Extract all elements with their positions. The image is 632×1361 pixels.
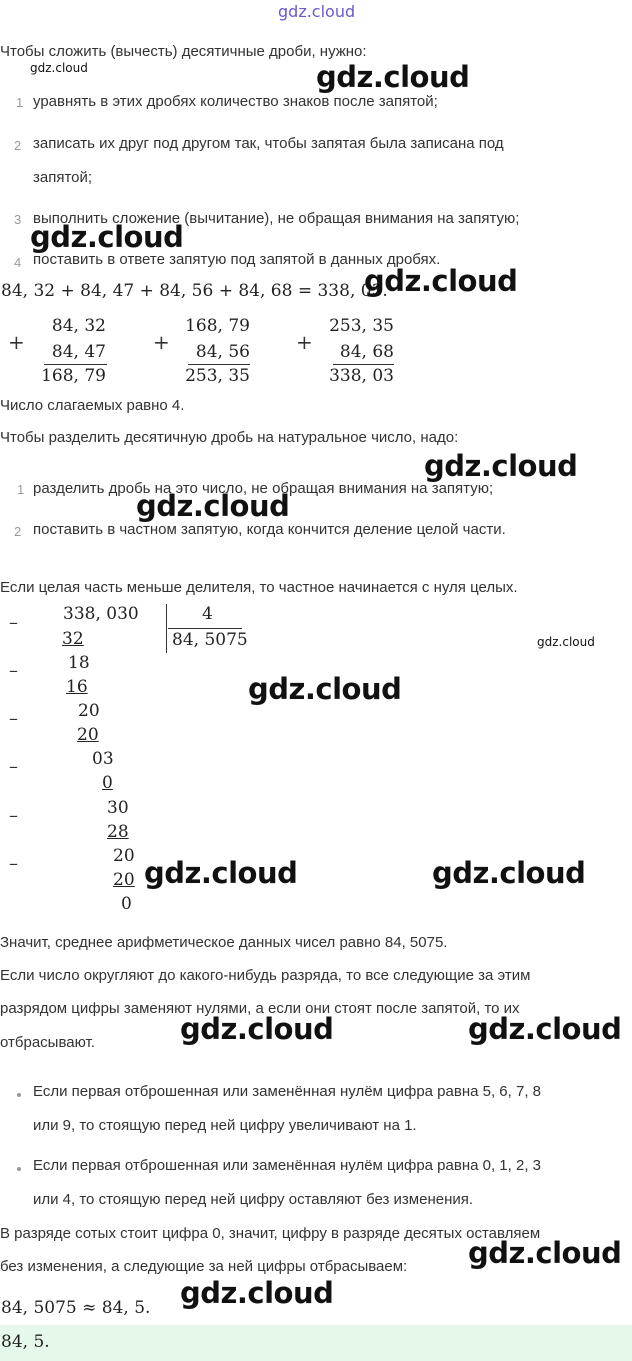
watermark-12: gdz.cloud: [180, 1276, 334, 1310]
watermark-2: gdz.cloud: [30, 220, 184, 254]
dividend: 338, 030: [63, 604, 139, 624]
watermark-small-2: gdz.cloud: [537, 635, 595, 649]
division-row: 32: [62, 629, 84, 649]
bullet-text: Если первая отброшенная или заменённая нулём цифра равна 0, 1, 2, 3: [33, 1157, 542, 1174]
bullet-dot: [17, 1093, 21, 1097]
addend-b: 84, 56: [195, 342, 250, 362]
watermark-10: gdz.cloud: [468, 1012, 622, 1046]
plus-sign: +: [153, 330, 170, 354]
answer-box: [0, 1325, 632, 1361]
watermark-9: gdz.cloud: [180, 1012, 334, 1046]
watermark-6: gdz.cloud: [248, 672, 402, 706]
plus-sign: +: [8, 330, 25, 354]
approx-statement: 84, 5075 ≈ 84, 5.: [1, 1298, 151, 1318]
division-row: 28: [107, 822, 129, 842]
addend-a: 253, 35: [329, 316, 394, 336]
minus-sign: –: [9, 708, 18, 729]
digit-line: В разряде сотых стоит цифра 0, значит, цифру в разряде десятых оставляем: [0, 1225, 541, 1242]
sum-equation: 84, 32 + 84, 47 + 84, 56 + 84, 68 = 338, 03.: [1, 281, 388, 301]
watermark-8: gdz.cloud: [432, 856, 586, 890]
watermark-3: gdz.cloud: [364, 264, 518, 298]
intro-division: Чтобы разделить десятичную дробь на натуральное число, надо:: [0, 429, 459, 446]
watermark-1: gdz.cloud: [316, 60, 470, 94]
division-row: 0: [121, 894, 132, 914]
step-number: 4: [14, 255, 22, 270]
step-text: поставить в ответе запятую под запятой в данных дробях.: [33, 251, 441, 268]
minus-sign: –: [9, 660, 18, 681]
division-row: 20: [77, 725, 99, 745]
minus-sign: –: [9, 805, 18, 826]
step-text: запятой;: [33, 169, 93, 186]
rule-line: Если число округляют до какого-нибудь разряда, то все следующие за этим: [0, 967, 531, 984]
watermark-4: gdz.cloud: [424, 449, 578, 483]
sum-result: 338, 03: [329, 366, 394, 386]
step-text: разделить дробь на это число, не обращая внимания на запятую;: [33, 480, 494, 497]
addend-a: 84, 32: [51, 316, 106, 336]
sum-result: 253, 35: [185, 366, 250, 386]
watermark-top: gdz.cloud: [278, 2, 356, 21]
rule-line: отбрасывают.: [0, 1034, 95, 1051]
divisor: 4: [202, 604, 213, 624]
bullet-text: или 4, то стоящую перед ней цифру оставляют без изменения.: [33, 1191, 474, 1208]
step-number: 2: [14, 138, 22, 153]
rule-line: разрядом цифры заменяют нулями, а если они стоят после запятой, то их: [0, 1000, 520, 1017]
division-row: 20: [113, 846, 135, 866]
division-row: 0: [102, 773, 113, 793]
step-number: 2: [14, 524, 22, 539]
step-text: выполнить сложение (вычитание), не обращая внимания на запятую;: [33, 210, 520, 227]
division-row: 20: [78, 701, 100, 721]
mean-statement: Значит, среднее арифметическое данных чисел равно 84, 5075.: [0, 934, 448, 951]
minus-sign: –: [9, 756, 18, 777]
step-number: 3: [14, 212, 22, 227]
minus-sign: –: [9, 853, 18, 874]
division-note: Если целая часть меньше делителя, то частное начинается с нуля целых.: [0, 579, 518, 596]
minus-sign: –: [9, 612, 18, 633]
bullet-text: Если первая отброшенная или заменённая нулём цифра равна 5, 6, 7, 8: [33, 1083, 542, 1100]
count-text: Число слагаемых равно 4.: [0, 397, 185, 414]
division-row: 18: [68, 653, 90, 673]
watermark-7: gdz.cloud: [144, 856, 298, 890]
division-row: 30: [107, 798, 129, 818]
step-text: поставить в частном запятую, когда кончится деление целой части.: [33, 521, 506, 538]
addend-b: 84, 47: [51, 342, 106, 362]
intro-addition: Чтобы сложить (вычесть) десятичные дроби, нужно:: [0, 43, 367, 60]
bullet-text: или 9, то стоящую перед ней цифру увеличивают на 1.: [33, 1117, 417, 1134]
watermark-small-1: gdz.cloud: [30, 61, 88, 75]
step-text: уравнять в этих дробях количество знаков после запятой;: [33, 93, 438, 110]
step-number: 1: [17, 482, 25, 497]
quotient: 84, 5075: [172, 630, 248, 650]
step-text: записать их друг под другом так, чтобы запятая была записана под: [33, 135, 504, 152]
bullet-dot: [17, 1167, 21, 1171]
division-row: 20: [113, 870, 135, 890]
answer: 84, 5.: [1, 1332, 50, 1352]
plus-sign: +: [296, 330, 313, 354]
division-row: 03: [92, 749, 114, 769]
watermark-5: gdz.cloud: [136, 489, 290, 523]
division-row: 16: [66, 677, 88, 697]
sum-result: 168, 79: [41, 366, 106, 386]
addend-a: 168, 79: [185, 316, 250, 336]
addend-b: 84, 68: [339, 342, 394, 362]
step-number: 1: [16, 95, 24, 110]
watermark-11: gdz.cloud: [468, 1236, 622, 1270]
digit-line: без изменения, а следующие за ней цифры отбрасываем:: [0, 1258, 408, 1275]
